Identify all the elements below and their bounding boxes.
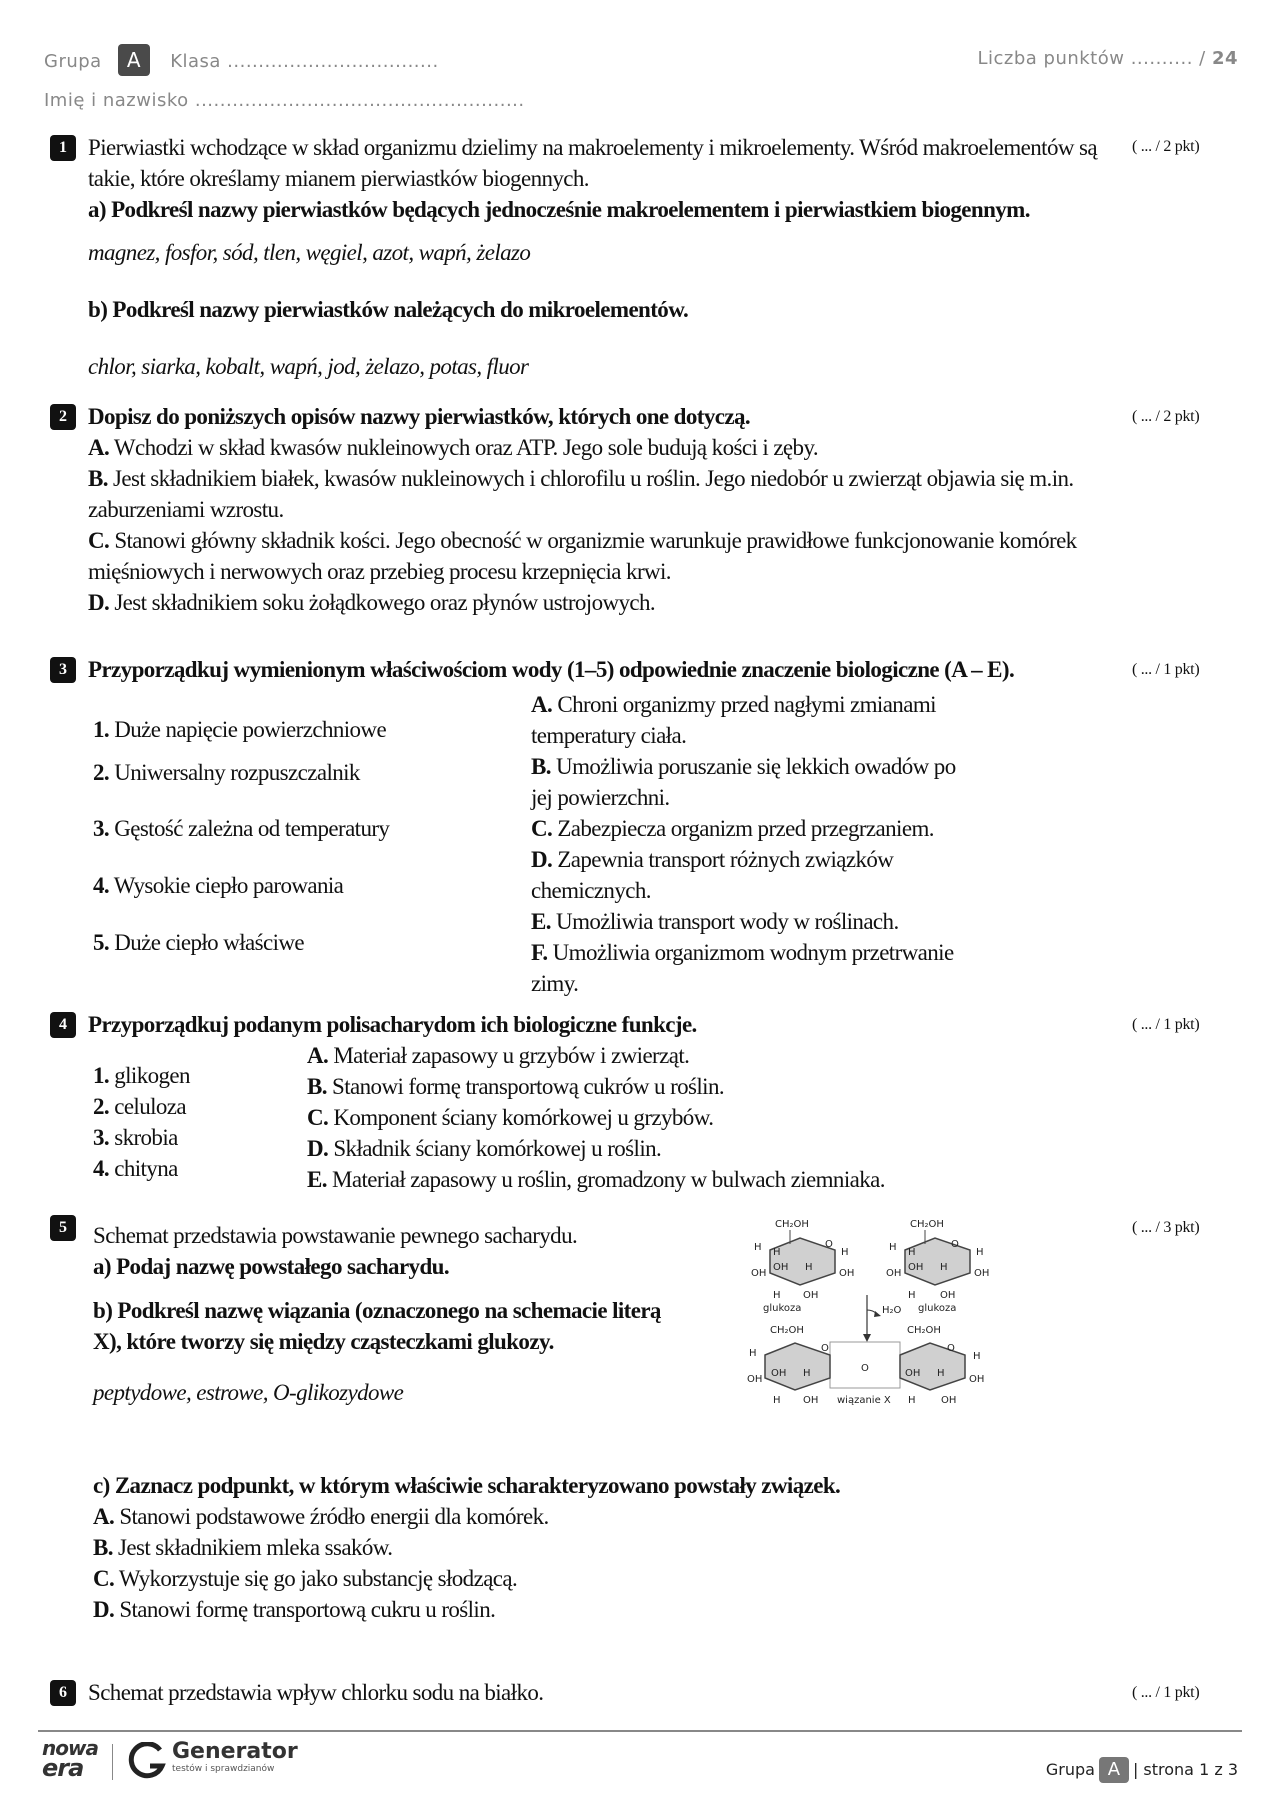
q3-l1-num: 1. <box>93 717 110 742</box>
logo-nowa: nowa <box>42 1736 98 1760</box>
q4-item-3[interactable] <box>93 1122 190 1153</box>
bond-label: wiązanie X <box>837 1395 891 1406</box>
q5-od-num: D. <box>93 1597 115 1622</box>
points-total: 24 <box>1211 48 1238 69</box>
q3-l5-num: 5. <box>93 930 110 955</box>
q3-ra-num: A. <box>531 692 553 717</box>
question-6-points[interactable]: ( ... / 1 pkt) <box>1132 1684 1200 1701</box>
q1-b-prompt: b) Podkreśl nazwy pierwiastków należących do mikroelementów. <box>88 297 689 322</box>
q1-intro-line2: takie, które określamy mianem pierwiastków biogennych. <box>88 166 589 191</box>
q3-meanings <box>531 689 1011 999</box>
q1-intro-line1: Pierwiastki wchodzące w skład organizmu dzielimy na makroelementy i mikroelementy. Wśród makroelementów są <box>88 135 1097 160</box>
q5-ob-text: Jest składnikiem mleka ssaków. <box>112 1535 393 1560</box>
question-4-points[interactable]: ( ... / 1 pkt) <box>1132 1016 1200 1033</box>
q3-meaning-c[interactable] <box>531 813 1011 844</box>
q4-l1-text: glikogen <box>109 1063 190 1088</box>
tl-h5: H <box>773 1290 781 1301</box>
q4-l4-num: 4. <box>93 1156 110 1181</box>
q3-property-1[interactable] <box>93 714 386 745</box>
q5-b-prompt-line2: X), które tworzy się między cząsteczkami glukozy. <box>93 1329 554 1354</box>
q5-option-c[interactable] <box>93 1563 1133 1594</box>
q3-meaning-b[interactable] <box>531 751 1011 782</box>
points-label[interactable]: Liczba punktów .......... <box>977 48 1193 69</box>
tr-h3: H <box>976 1247 984 1258</box>
q4-ra-num: A. <box>307 1043 329 1068</box>
q2-c-text: Stanowi główny składnik kości. Jego obecność w organizmie warunkuje prawidłowe funkcjonowanie komórek <box>109 528 1077 553</box>
q3-l4-num: 4. <box>93 873 110 898</box>
bl-oh2: OH <box>771 1368 787 1379</box>
tl-h2: H <box>773 1247 781 1258</box>
q3-rf-text: Umożliwia organizmom wodnym przetrwanie <box>547 940 954 965</box>
q5-intro: Schemat przedstawia powstawanie pewnego sacharydu. <box>93 1223 578 1248</box>
tr-label: glukoza <box>918 1303 957 1314</box>
br-oh3: OH <box>969 1374 985 1385</box>
question-1-points[interactable]: ( ... / 2 pkt) <box>1132 138 1200 155</box>
br-ch2oh: CH₂OH <box>907 1325 941 1336</box>
q5-c-prompt: c) Zaznacz podpunkt, w którym właściwie scharakteryzowano powstały związek. <box>93 1473 841 1498</box>
q4-polysaccharides <box>93 1060 190 1184</box>
q4-l3-num: 3. <box>93 1125 110 1150</box>
br-oh4: OH <box>941 1395 957 1406</box>
bl-o: O <box>821 1343 829 1354</box>
q5-b-list[interactable]: peptydowe, estrowe, O-glikozydowe <box>93 1380 404 1405</box>
points-summary <box>977 48 1238 69</box>
header-group <box>44 44 439 76</box>
q4-rd-num: D. <box>307 1136 329 1161</box>
group-letter-badge: A <box>118 44 150 76</box>
tl-h4: H <box>805 1262 813 1273</box>
tr-h5: H <box>908 1290 916 1301</box>
q5-oc-text: Wykorzystuje się go jako substancję słodzącą. <box>114 1566 518 1591</box>
q5-oc-num: C. <box>93 1566 115 1591</box>
q2-item-a <box>88 432 1128 463</box>
q2-prompt: Dopisz do poniższych opisów nazwy pierwiastków, których one dotyczą. <box>88 404 751 429</box>
q2-b-label: B. <box>88 466 108 491</box>
q6-prompt: Schemat przedstawia wpływ chlorku sodu na białko. <box>88 1680 544 1705</box>
footer-divider <box>38 1730 1242 1732</box>
tl-oh1: OH <box>751 1268 767 1279</box>
q3-meaning-e[interactable] <box>531 906 1011 937</box>
br-h3: H <box>908 1395 916 1406</box>
q2-d-label: D. <box>88 590 110 615</box>
bl-h3: H <box>773 1395 781 1406</box>
q1-b-list[interactable]: chlor, siarka, kobalt, wapń, jod, żelazo, potas, fluor <box>88 354 529 379</box>
q3-rd-text: Zapewnia transport różnych związków <box>552 847 894 872</box>
q3-rc-num: C. <box>531 816 553 841</box>
question-2 <box>88 401 1128 618</box>
q2-a-text: Wchodzi w skład kwasów nukleinowych oraz ATP. Jego sole budują kości i zęby. <box>109 435 818 460</box>
bond-o: O <box>861 1363 869 1374</box>
q3-meaning-f[interactable] <box>531 937 1011 968</box>
q1-a-prompt: a) Podkreśl nazwy pierwiastków będących jednocześnie makroelementem i pierwiastkiem biogennym. <box>88 197 1030 222</box>
q2-d-text: Jest składnikiem soku żołądkowego oraz płynów ustrojowych. <box>109 590 656 615</box>
question-2-number: 2 <box>50 404 76 430</box>
question-1-number: 1 <box>50 135 76 161</box>
tl-oh2: OH <box>773 1262 789 1273</box>
q3-property-4[interactable] <box>93 870 343 901</box>
q4-l4-text: chityna <box>109 1156 178 1181</box>
tl-ch2oh: CH₂OH <box>775 1219 809 1230</box>
q2-c-text-cont: mięśniowych i nerwowych oraz przebieg procesu krzepnięcia krwi. <box>88 559 671 584</box>
q3-l2-text: Uniwersalny rozpuszczalnik <box>109 760 360 785</box>
q3-property-5[interactable] <box>93 927 304 958</box>
question-1 <box>88 132 1128 382</box>
q4-rb-text: Stanowi formę transportową cukrów u roślin. <box>326 1074 725 1099</box>
tr-h1: H <box>889 1242 897 1253</box>
bl-oh1: OH <box>747 1374 763 1385</box>
nowa-era-logo <box>42 1736 102 1782</box>
q4-function-e[interactable] <box>307 1164 885 1195</box>
class-field[interactable]: Klasa .................................. <box>170 51 439 72</box>
bl-oh3: OH <box>803 1395 819 1406</box>
q4-rd-text: Składnik ściany komórkowej u roślin. <box>328 1136 662 1161</box>
q3-re-num: E. <box>531 909 551 934</box>
tl-oh3: OH <box>839 1268 855 1279</box>
q5-ob-num: B. <box>93 1535 113 1560</box>
q4-l3-text: skrobia <box>109 1125 178 1150</box>
generator-title: Generator <box>172 1739 298 1764</box>
glucose-condensation-diagram <box>745 1210 1005 1410</box>
points-sep: / <box>1192 48 1212 69</box>
q4-rc-text: Komponent ściany komórkowej u grzybów. <box>328 1105 714 1130</box>
q5-option-a[interactable] <box>93 1501 1133 1532</box>
q2-item-b <box>88 463 1128 494</box>
q2-c-label: C. <box>88 528 110 553</box>
q4-l2-text: celuloza <box>109 1094 187 1119</box>
q4-l2-num: 2. <box>93 1094 110 1119</box>
glucose-ring-bottom-right <box>900 1343 965 1390</box>
q5-option-d[interactable] <box>93 1594 1133 1625</box>
q2-item-d <box>88 587 1128 618</box>
q4-re-text: Materiał zapasowy u roślin, gromadzony w bulwach ziemniaka. <box>326 1167 885 1192</box>
tr-ch2oh: CH₂OH <box>910 1219 944 1230</box>
q4-item-1[interactable] <box>93 1060 190 1091</box>
group-label: Grupa <box>44 51 102 72</box>
tl-h1: H <box>754 1242 762 1253</box>
tr-oh2: OH <box>908 1262 924 1273</box>
generator-subtitle: testów i sprawdzianów <box>172 1764 275 1774</box>
q5-b-prompt-line1: b) Podkreśl nazwę wiązania (oznaczonego na schemacie literą <box>93 1298 661 1323</box>
tl-o: O <box>825 1239 833 1250</box>
question-3-points[interactable]: ( ... / 1 pkt) <box>1132 661 1200 678</box>
footer-group-label: Grupa <box>1045 1760 1095 1779</box>
question-3-number: 3 <box>50 657 76 683</box>
q4-function-b[interactable] <box>307 1071 885 1102</box>
footer-page-number: | strona 1 z 3 <box>1132 1760 1238 1779</box>
br-h1: H <box>973 1351 981 1362</box>
question-5 <box>93 1220 713 1408</box>
q3-meaning-d[interactable] <box>531 844 1011 875</box>
water-label: H₂O <box>882 1305 902 1316</box>
bl-ch2oh: CH₂OH <box>770 1325 804 1336</box>
br-oh2: OH <box>905 1368 921 1379</box>
tr-h2: H <box>908 1247 916 1258</box>
q4-function-c[interactable] <box>307 1102 885 1133</box>
q3-prompt: Przyporządkuj wymienionym właściwościom wody (1–5) odpowiednie znaczenie biologiczne (A – E). <box>88 657 1015 682</box>
logo-era: era <box>42 1754 84 1782</box>
q4-l1-num: 1. <box>93 1063 110 1088</box>
q5-oa-text: Stanowi podstawowe źródło energii dla komórek. <box>114 1504 549 1529</box>
q5-a-prompt: a) Podaj nazwę powstałego sacharydu. <box>93 1254 449 1279</box>
tr-oh1: OH <box>886 1268 902 1279</box>
q5-option-b[interactable] <box>93 1532 1133 1563</box>
q4-functions <box>307 1040 885 1195</box>
q2-a-label: A. <box>88 435 110 460</box>
footer-group-badge: A <box>1099 1757 1129 1783</box>
q3-rb-text: Umożliwia poruszanie się lekkich owadów po <box>550 754 956 779</box>
tl-label: glukoza <box>763 1303 802 1314</box>
q3-property-3[interactable] <box>93 813 389 844</box>
q4-function-a[interactable] <box>307 1040 885 1071</box>
bl-h1: H <box>749 1348 757 1359</box>
q3-rd-num: D. <box>531 847 553 872</box>
q2-b-text: Jest składnikiem białek, kwasów nukleinowych i chlorofilu u roślin. Jego niedobór u zwierząt objawia się m.in. <box>107 466 1074 491</box>
q4-prompt: Przyporządkuj podanym polisacharydom ich biologiczne funkcje. <box>88 1012 697 1037</box>
q1-a-list[interactable]: magnez, fosfor, sód, tlen, węgiel, azot, wapń, żelazo <box>88 240 531 265</box>
tl-h3: H <box>841 1247 849 1258</box>
arrow-head-icon <box>863 1334 871 1342</box>
q3-l5-text: Duże ciepło właściwe <box>109 930 305 955</box>
tr-oh4: OH <box>940 1290 956 1301</box>
q3-l3-num: 3. <box>93 816 110 841</box>
q3-meaning-a[interactable] <box>531 689 1011 720</box>
question-6-number: 6 <box>50 1680 76 1706</box>
q3-rc-text: Zabezpiecza organizm przed przegrzaniem. <box>552 816 934 841</box>
q3-rf-text-cont: zimy. <box>531 971 579 996</box>
q2-b-text-cont: zaburzeniami wzrostu. <box>88 497 284 522</box>
q3-ra-text-cont: temperatury ciała. <box>531 723 687 748</box>
q4-rc-num: C. <box>307 1105 329 1130</box>
q5-od-text: Stanowi formę transportową cukru u roślin. <box>114 1597 496 1622</box>
generator-logo <box>172 1740 298 1774</box>
q4-re-num: E. <box>307 1167 327 1192</box>
q4-ra-text: Materiał zapasowy u grzybów i zwierząt. <box>328 1043 690 1068</box>
q4-rb-num: B. <box>307 1074 327 1099</box>
q3-l3-text: Gęstość zależna od temperatury <box>109 816 390 841</box>
q3-rb-num: B. <box>531 754 551 779</box>
q4-item-4[interactable] <box>93 1153 190 1184</box>
q3-rb-text-cont: jej powierzchni. <box>531 785 670 810</box>
tr-o: O <box>951 1239 959 1250</box>
footer-page-info <box>1046 1757 1238 1783</box>
bl-h2: H <box>803 1368 811 1379</box>
q5-part-c <box>93 1470 1133 1625</box>
question-4-number: 4 <box>50 1012 76 1038</box>
q3-ra-text: Chroni organizmy przed nagłymi zmianami <box>552 692 936 717</box>
question-5-points[interactable]: ( ... / 3 pkt) <box>1132 1219 1200 1236</box>
name-field[interactable]: Imię i nazwisko ..................................................... <box>44 90 525 111</box>
tr-h4: H <box>940 1262 948 1273</box>
q3-l1-text: Duże napięcie powierzchniowe <box>109 717 387 742</box>
q4-item-2[interactable] <box>93 1091 190 1122</box>
question-5-number: 5 <box>50 1215 76 1241</box>
question-2-points[interactable]: ( ... / 2 pkt) <box>1132 408 1200 425</box>
tr-oh3: OH <box>974 1268 990 1279</box>
q5-oa-num: A. <box>93 1504 115 1529</box>
generator-g-icon <box>128 1742 168 1782</box>
q3-rf-num: F. <box>531 940 548 965</box>
logo-separator <box>112 1744 113 1780</box>
q3-rd-text-cont: chemicznych. <box>531 878 651 903</box>
q3-l2-num: 2. <box>93 760 110 785</box>
br-h2: H <box>937 1368 945 1379</box>
q3-l4-text: Wysokie ciepło parowania <box>109 873 344 898</box>
q3-property-2[interactable] <box>93 757 360 788</box>
tl-oh4: OH <box>803 1290 819 1301</box>
q4-function-d[interactable] <box>307 1133 885 1164</box>
q3-re-text: Umożliwia transport wody w roślinach. <box>550 909 899 934</box>
br-o: O <box>947 1343 955 1354</box>
q2-item-c <box>88 525 1128 556</box>
